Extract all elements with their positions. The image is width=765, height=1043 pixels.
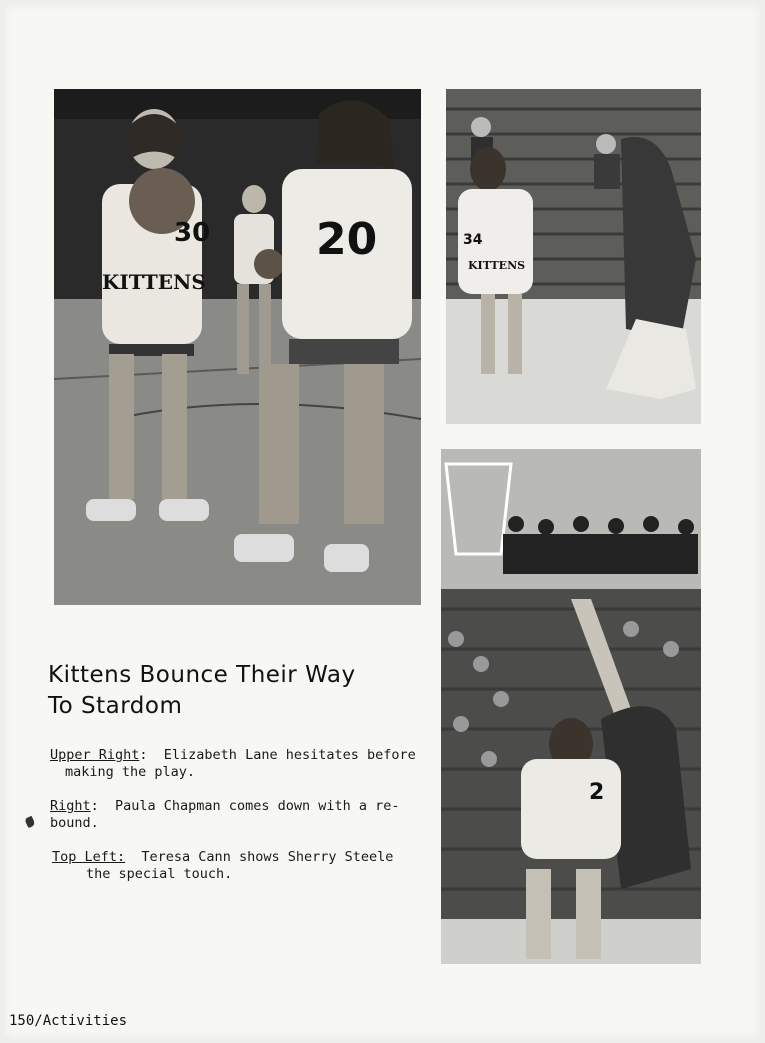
jersey-team-upper-right: KITTENS: [468, 259, 526, 272]
jersey-number-right-photo: 2: [589, 780, 605, 805]
caption-right: [50, 798, 420, 832]
caption-upper-right: [50, 747, 440, 781]
photo-upper-right: [446, 89, 701, 424]
caption-text-continued: bound.: [50, 815, 99, 831]
photo-top-left: [54, 89, 421, 605]
caption-label: Right: [50, 798, 91, 814]
page-folio: 150/Activities: [9, 1013, 128, 1029]
caption-label: Upper Right: [50, 747, 140, 763]
caption-text: Teresa Cann shows Sherry Steele: [125, 849, 394, 865]
caption-label: Top Left:: [52, 849, 126, 865]
jersey-number-upper-right: 34: [463, 232, 483, 248]
caption-text-continued: the special touch.: [86, 866, 233, 882]
jersey-number-right: 20: [316, 214, 378, 265]
caption-top-left: [52, 849, 422, 883]
headline-line-2: To Stardom: [48, 693, 183, 719]
jersey-team-left: KITTENS: [102, 270, 206, 294]
caption-text: : Elizabeth Lane hesitates before: [139, 747, 416, 763]
jersey-number-left: 30: [174, 218, 211, 248]
photo-right: [441, 449, 701, 964]
headline-line-1: Kittens Bounce Their Way: [48, 662, 356, 688]
caption-text: : Paula Chapman comes down with a re-: [90, 798, 400, 814]
caption-text-continued: making the play.: [65, 764, 196, 780]
article-headline: [48, 660, 428, 722]
